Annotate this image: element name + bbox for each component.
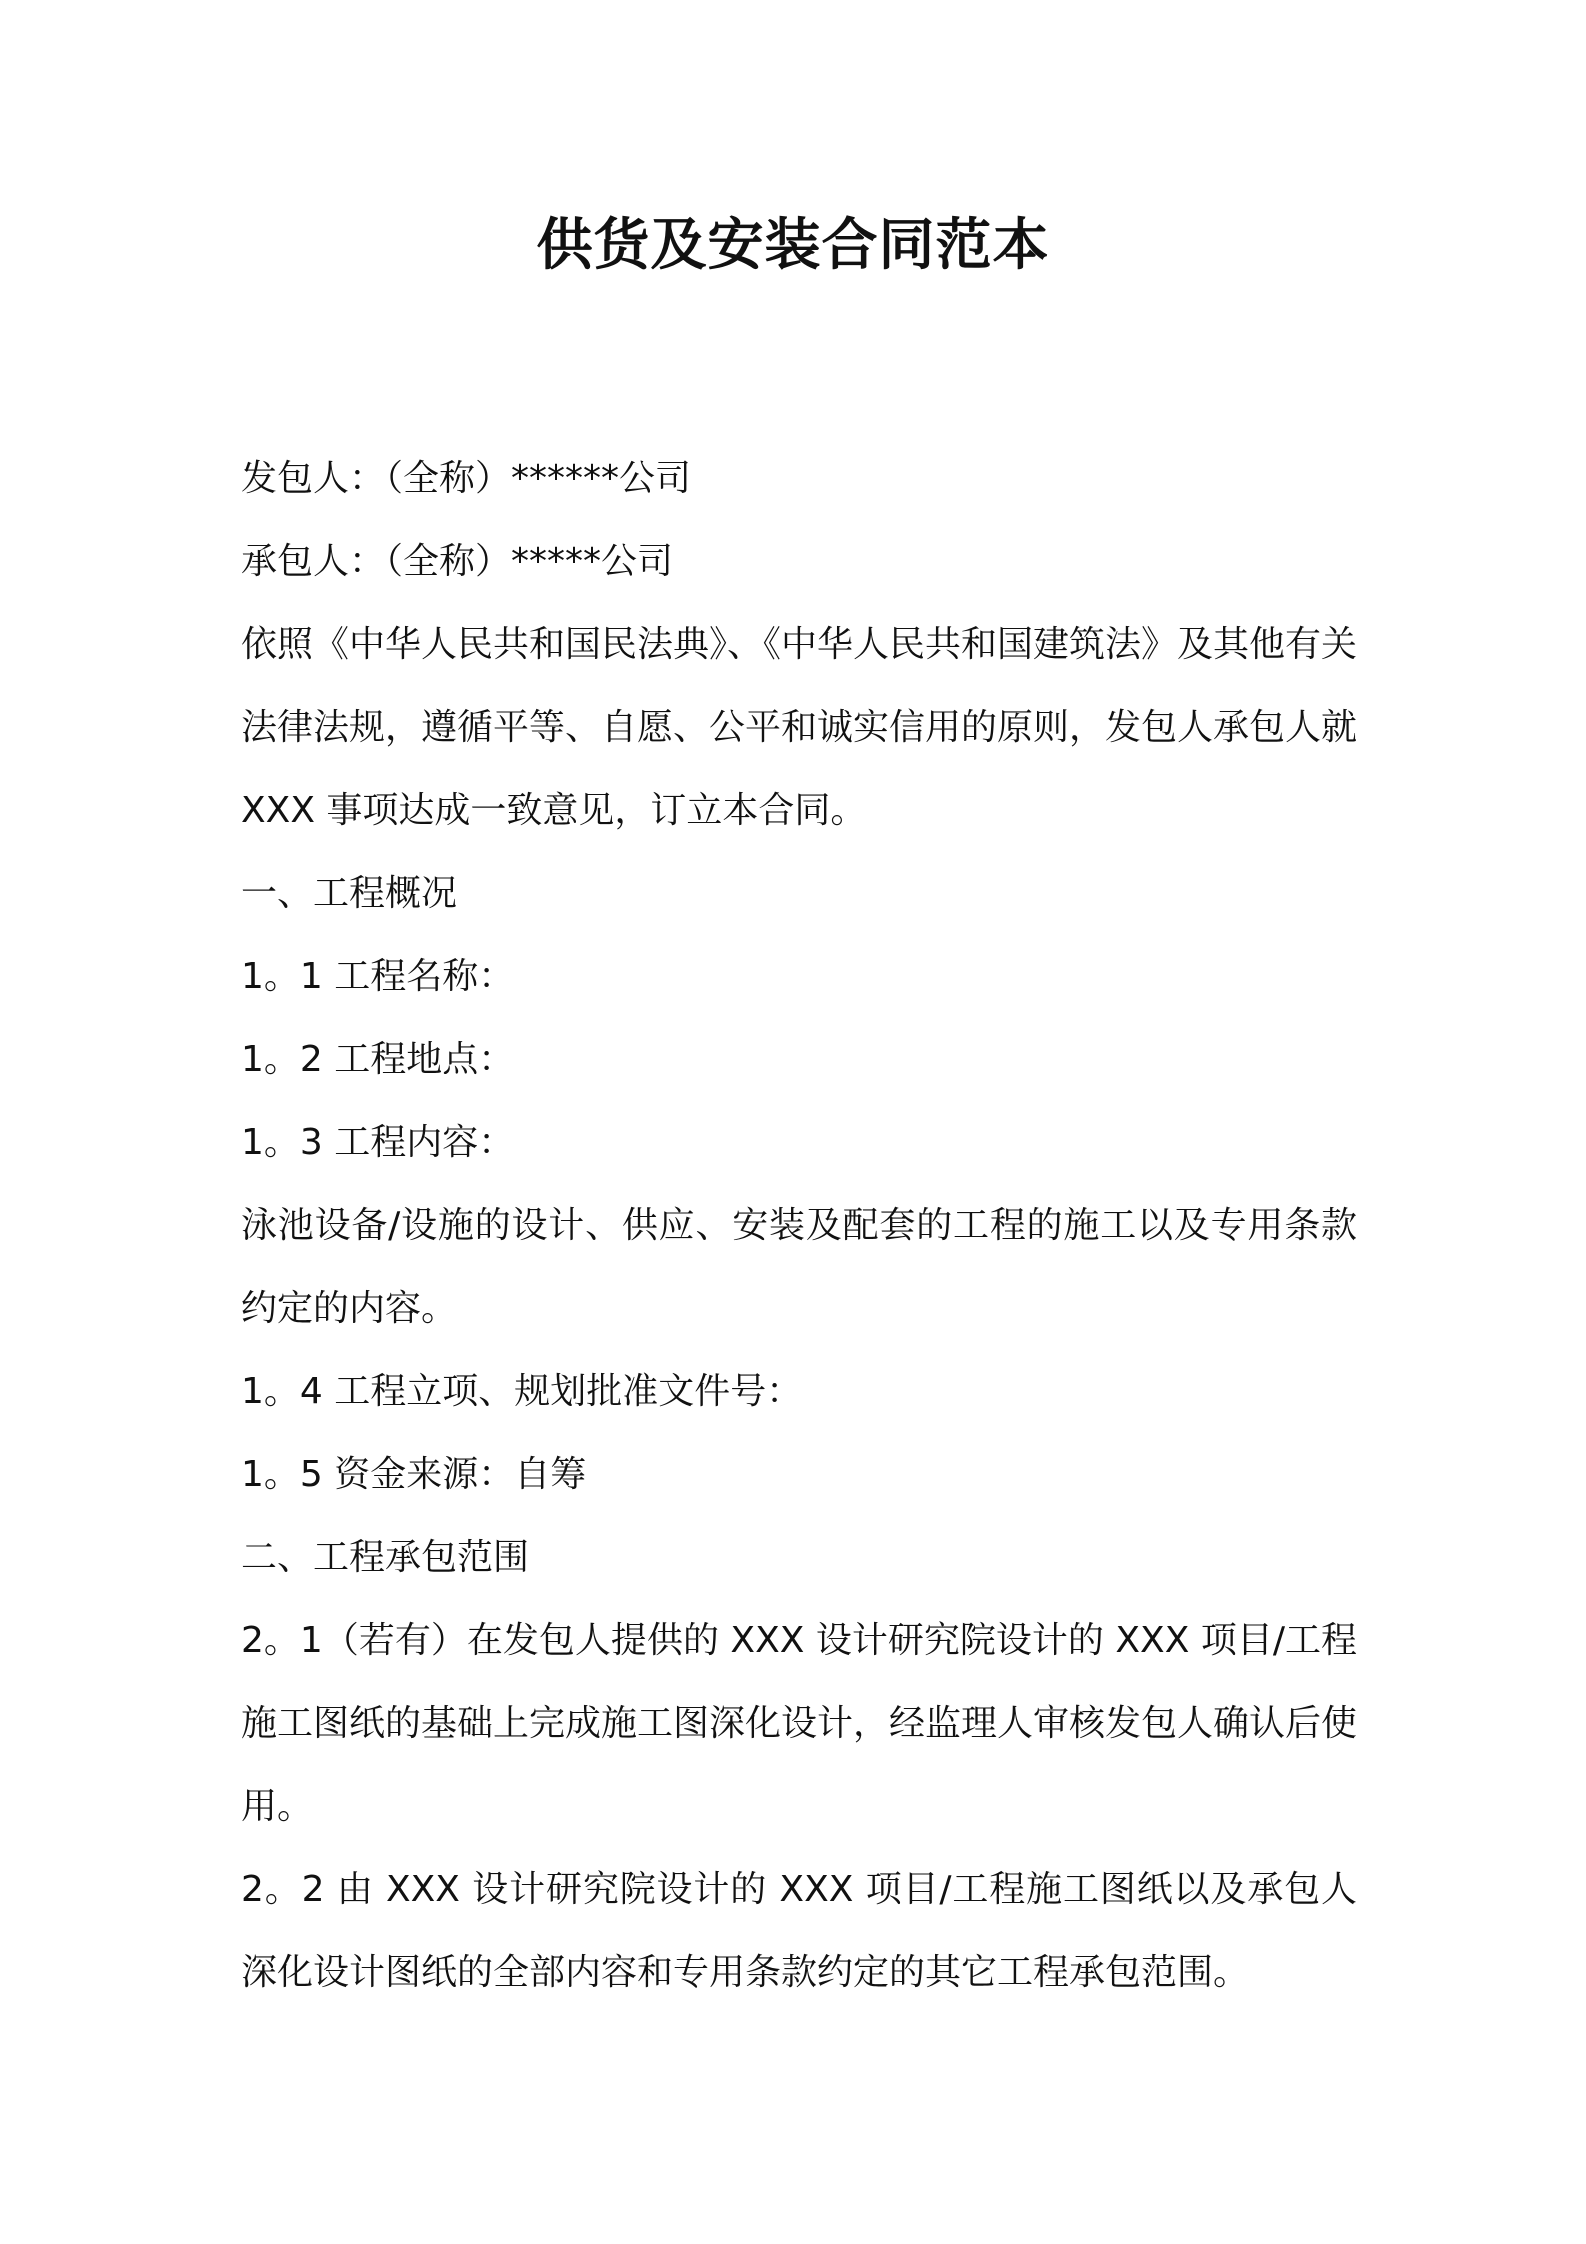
preamble-paragraph: 依照《中华人民共和国民法典》、《中华人民共和国建筑法》及其他有关法律法规，遵循平等、自愿、公平和诚实信用的原则，发包人承包人就 XXX 事项达成一致意见，订立本合同。 — [241, 624, 1369, 831]
clause-1-3: 1。3 工程内容： — [241, 1122, 515, 1163]
clause-1-3-content: 泳池设备/设施的设计、供应、安装及配套的工程的施工以及专用条款约定的内容。 — [241, 1205, 1357, 1329]
clause-2-1: 2。1（若有）在发包人提供的 XXX 设计研究院设计的 XXX 项目/工程施工图纸的基础上完成施工图深化设计，经监理人审核发包人确认后使用。 — [241, 1620, 1358, 1827]
document-body — [241, 437, 1369, 2014]
document-title: 供货及安装合同范本 — [536, 213, 1050, 278]
clause-1-1: 1。1 工程名称： — [241, 956, 515, 997]
party-b-line: 承包人：（全称）*****公司 — [241, 541, 674, 582]
clause-2-2: 2。2 由 XXX 设计研究院设计的 XXX 项目/工程施工图纸以及承包人深化设计图纸的全部内容和专用条款约定的其它工程承包范围。 — [241, 1869, 1357, 1993]
clause-1-5: 1。5 资金来源：自筹 — [241, 1454, 587, 1495]
clause-1-2: 1。2 工程地点： — [241, 1039, 515, 1080]
section-heading-1: 一、工程概况 — [241, 873, 458, 914]
clause-1-4: 1。4 工程立项、规划批准文件号： — [241, 1371, 803, 1412]
section-heading-2: 二、工程承包范围 — [241, 1537, 530, 1578]
party-a-line: 发包人：（全称）******公司 — [241, 458, 692, 499]
